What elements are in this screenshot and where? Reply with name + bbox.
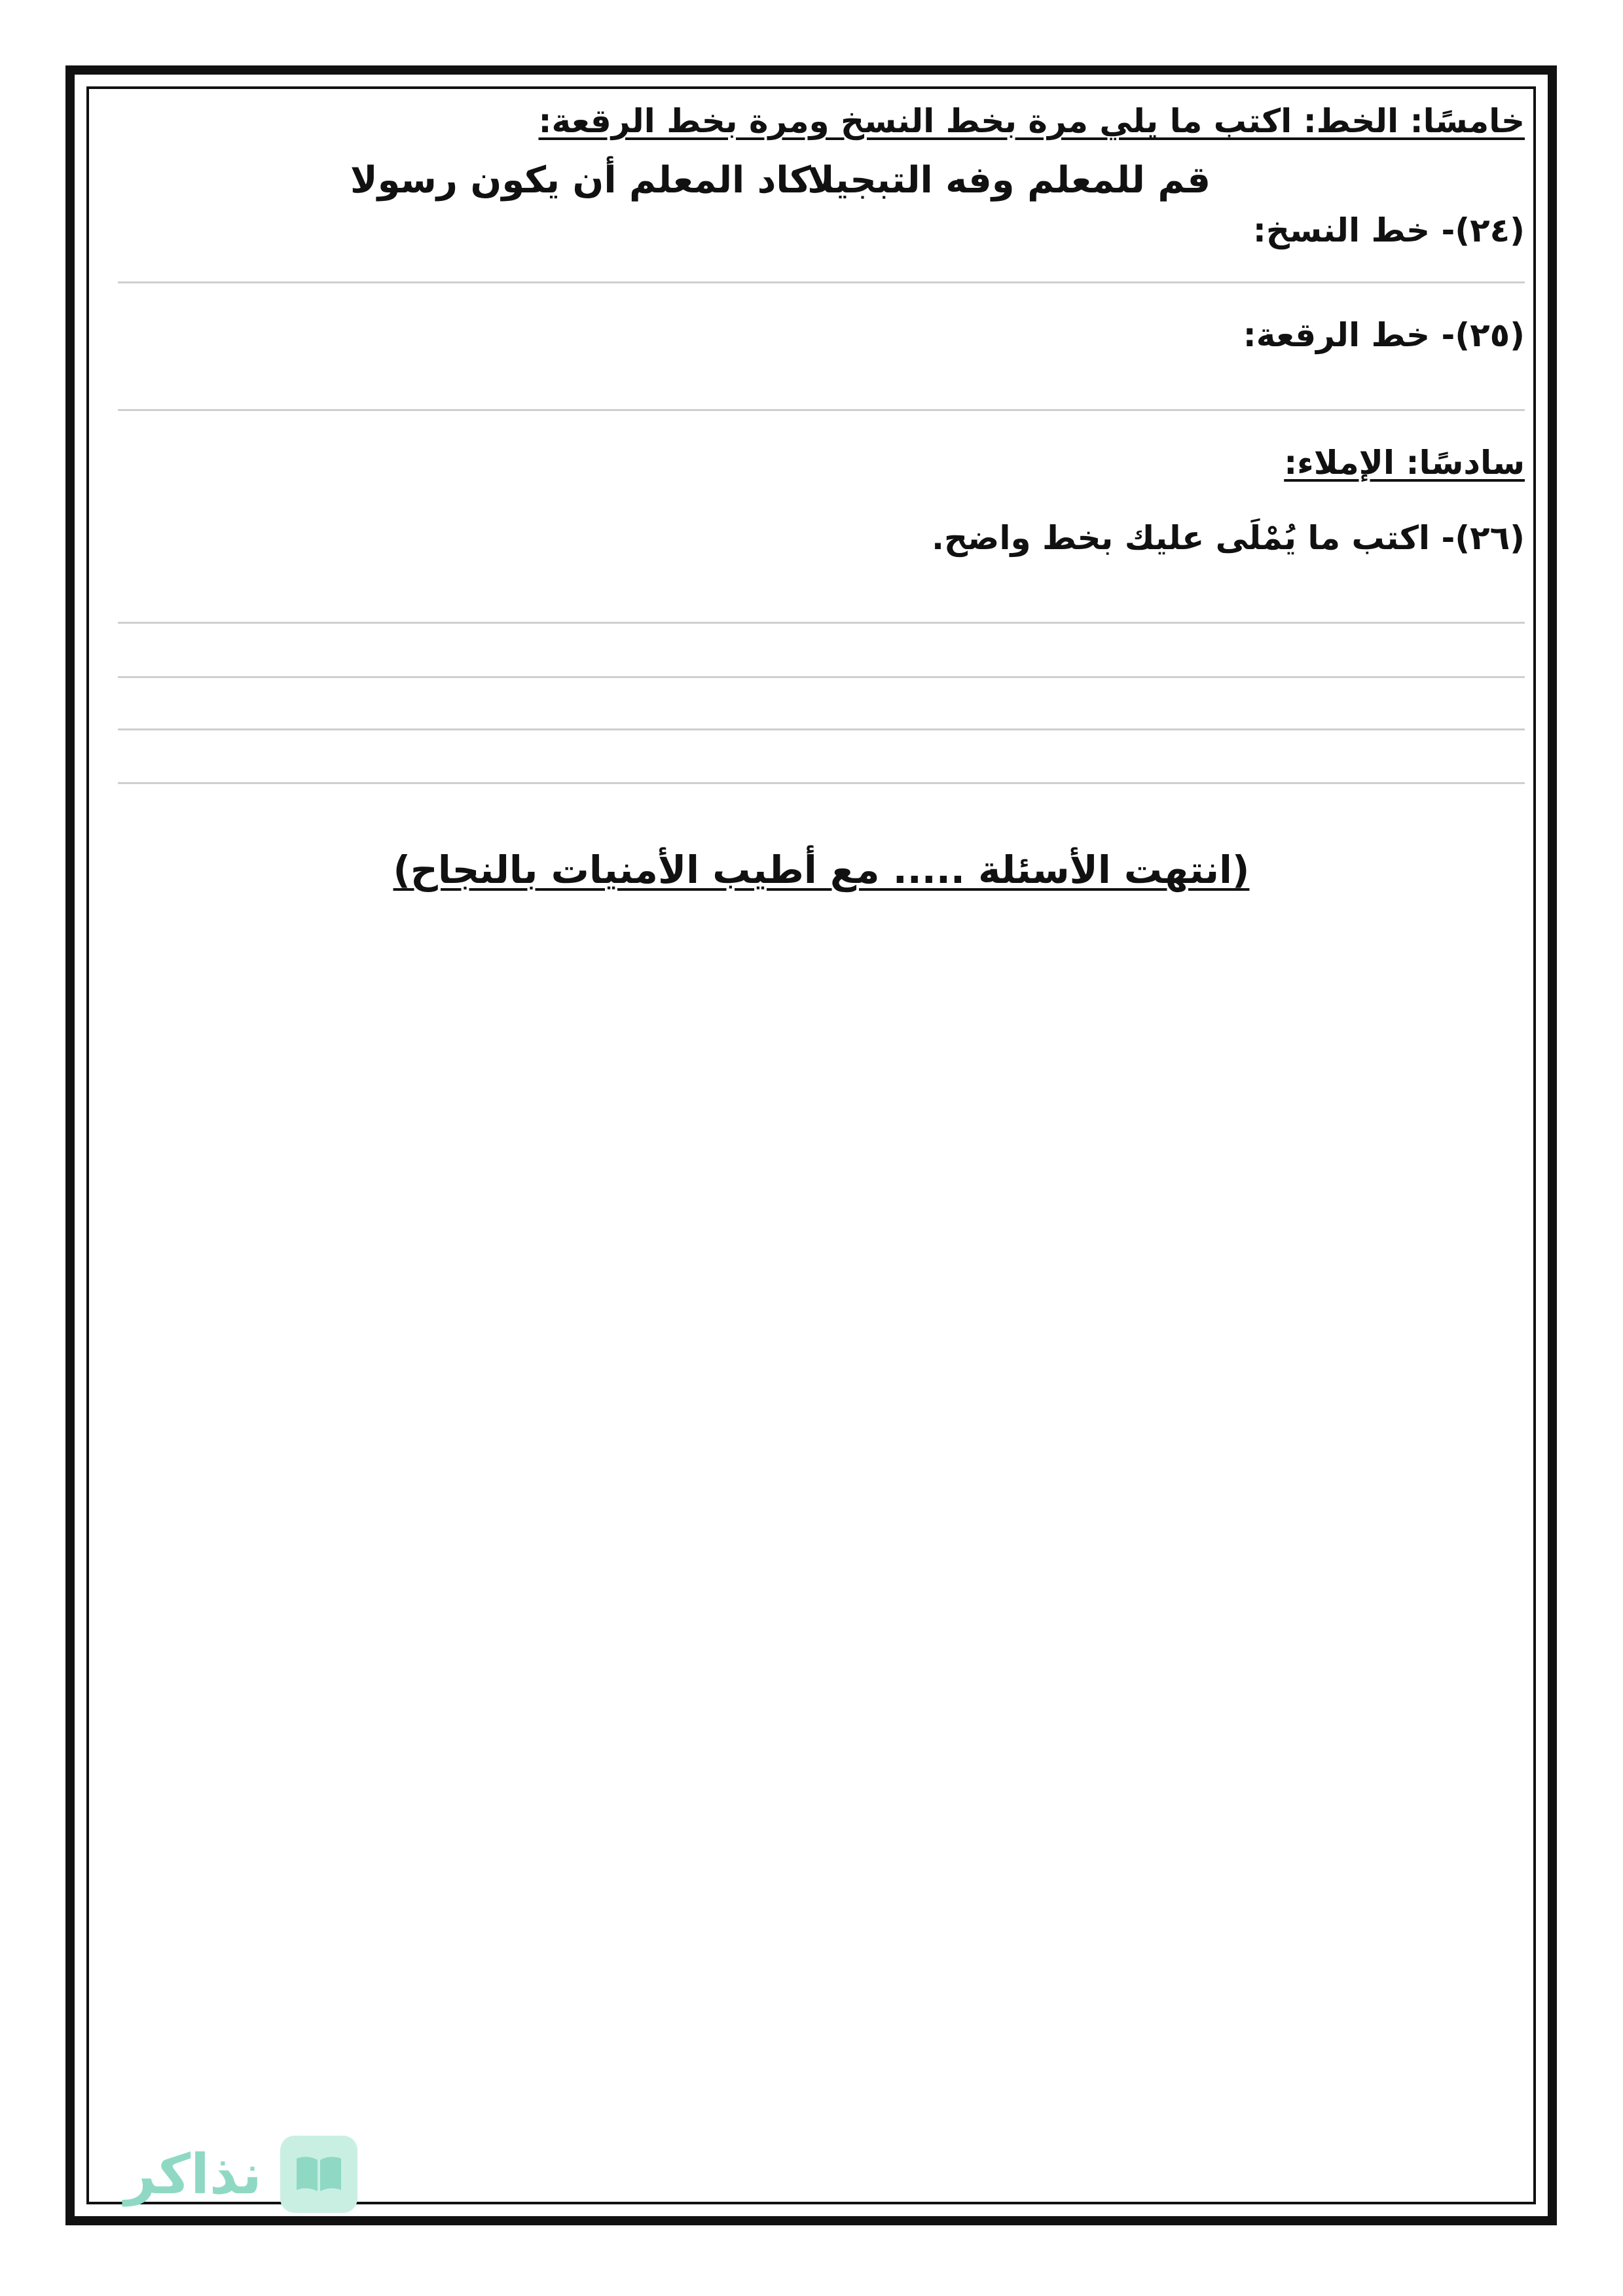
page-border-outer <box>65 65 1557 2225</box>
logo-text: نذاكر <box>124 2142 262 2206</box>
page-border-inner <box>86 86 1536 2204</box>
sample-verse-left: كاد المعلم أن يكون رسولا <box>350 159 811 202</box>
answer-line-26-4[interactable] <box>118 782 1525 784</box>
answer-line-26-3[interactable] <box>118 728 1525 730</box>
section6-heading: سادسًا: الإملاء: <box>1284 444 1525 482</box>
section5-heading: خامسًا: الخط: اكتب ما يلي مرة بخط النسخ ومرة بخط الرقعة: <box>538 102 1525 140</box>
answer-line-24[interactable] <box>118 281 1525 283</box>
question-24: (٢٤)- خط النسخ: <box>1252 211 1525 249</box>
answer-line-26-2[interactable] <box>118 676 1525 678</box>
site-logo <box>124 2135 357 2214</box>
open-book-icon <box>280 2136 357 2213</box>
closing-message: (انتهت الأسئلة ..... مع أطيب الأمنيات بالنجاح) <box>393 848 1250 892</box>
answer-line-26-1[interactable] <box>118 622 1525 624</box>
answer-line-25[interactable] <box>118 409 1525 411</box>
question-25: (٢٥)- خط الرقعة: <box>1243 316 1525 354</box>
sample-verse-right: قم للمعلم وفه التبجيلا <box>807 159 1211 202</box>
question-26: (٢٦)- اكتب ما يُمْلَى عليك بخط واضح. <box>932 519 1525 557</box>
